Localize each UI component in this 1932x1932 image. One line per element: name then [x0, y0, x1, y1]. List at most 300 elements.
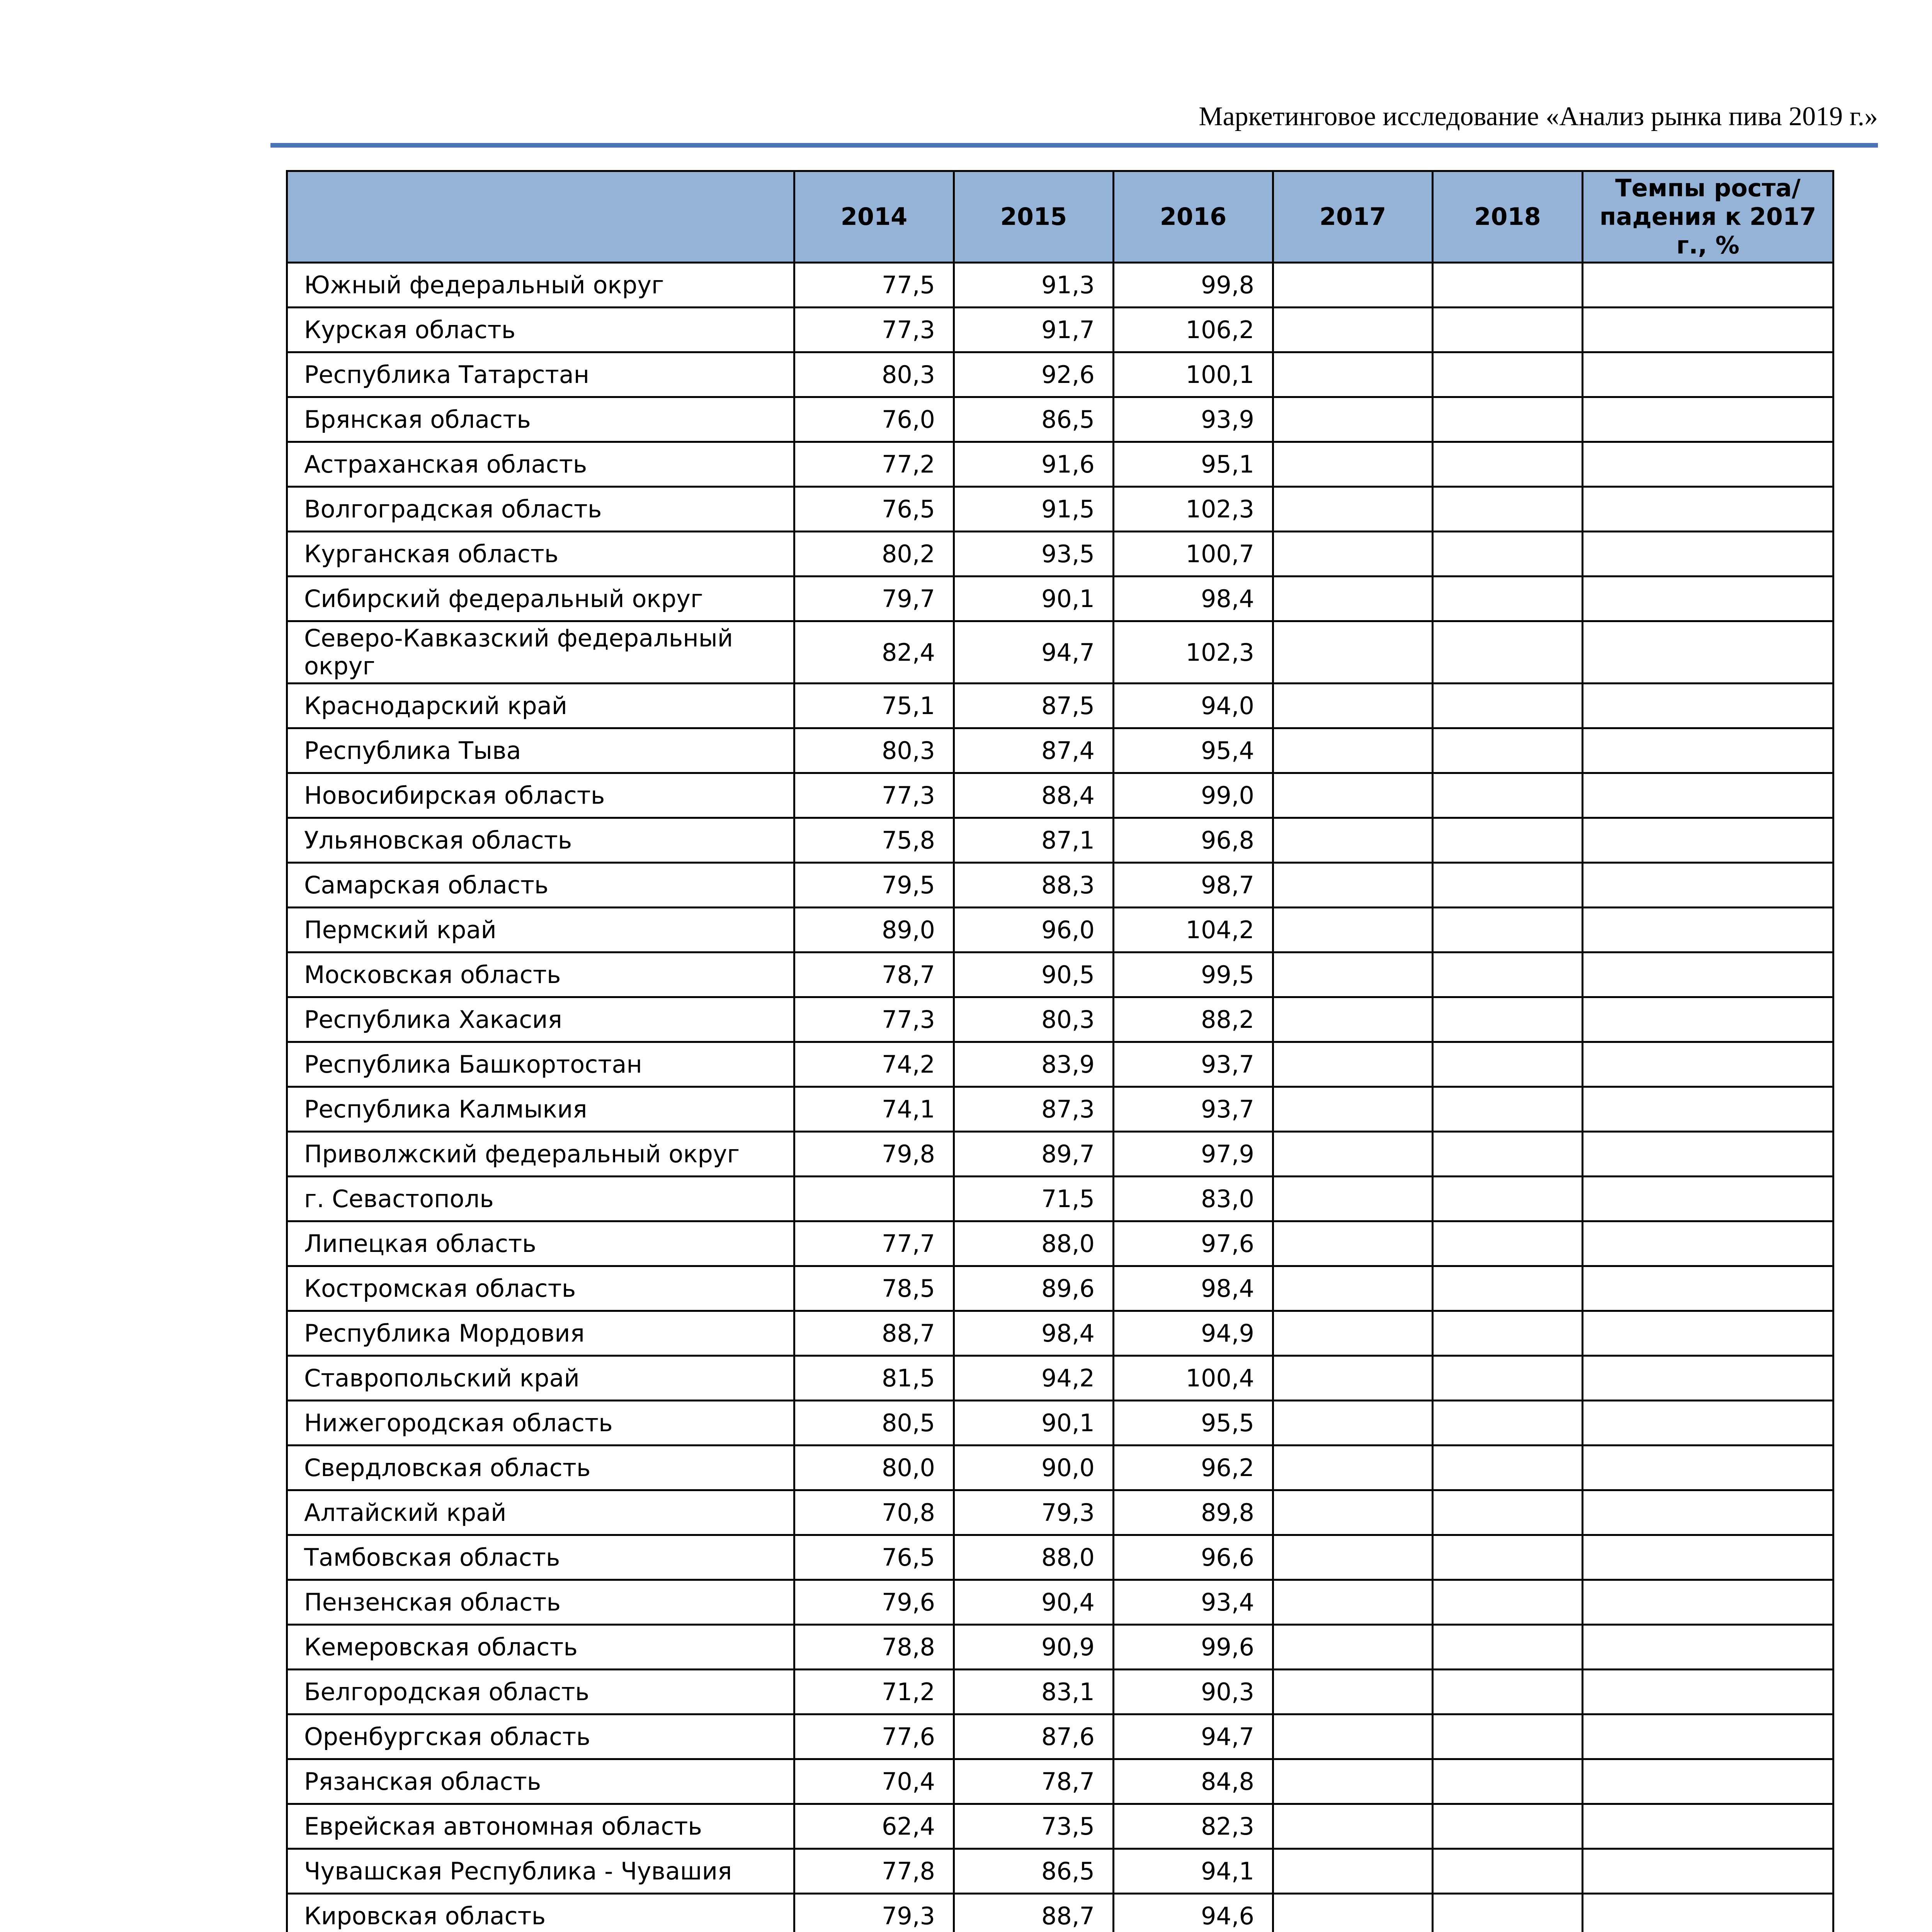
- table-row: [287, 1446, 1833, 1490]
- value-cell: [1583, 684, 1833, 728]
- value-cell: 98,4: [1114, 577, 1273, 621]
- table-row: [287, 263, 1833, 308]
- value-cell: [1273, 1894, 1433, 1932]
- value-cell: 79,6: [794, 1580, 954, 1625]
- value-cell: [1273, 997, 1433, 1042]
- region-name-cell: Кировская область: [287, 1894, 794, 1932]
- value-cell: 99,6: [1114, 1625, 1273, 1670]
- region-name-cell: Республика Калмыкия: [287, 1087, 794, 1132]
- table-row: [287, 997, 1833, 1042]
- column-header-region: [287, 171, 794, 263]
- region-name-cell: Южный федеральный округ: [287, 263, 794, 308]
- value-cell: [1273, 1535, 1433, 1580]
- value-cell: 87,3: [954, 1087, 1114, 1132]
- value-cell: 94,7: [954, 621, 1114, 684]
- region-name-cell: Республика Татарстан: [287, 352, 794, 397]
- value-cell: 71,2: [794, 1670, 954, 1714]
- value-cell: 100,7: [1114, 532, 1273, 577]
- value-cell: [1433, 1401, 1583, 1446]
- value-cell: [1433, 1849, 1583, 1894]
- value-cell: [1583, 728, 1833, 773]
- table-row: [287, 1759, 1833, 1804]
- value-cell: 94,9: [1114, 1311, 1273, 1356]
- value-cell: 88,3: [954, 863, 1114, 908]
- value-cell: 95,5: [1114, 1401, 1273, 1446]
- value-cell: [1433, 952, 1583, 997]
- region-name-cell: Пермский край: [287, 908, 794, 952]
- region-name-cell: Свердловская область: [287, 1446, 794, 1490]
- value-cell: 99,5: [1114, 952, 1273, 997]
- value-cell: [1273, 1490, 1433, 1535]
- table-row: [287, 818, 1833, 863]
- value-cell: 89,8: [1114, 1490, 1273, 1535]
- value-cell: [1433, 1804, 1583, 1849]
- value-cell: 86,5: [954, 1849, 1114, 1894]
- value-cell: 90,4: [954, 1580, 1114, 1625]
- value-cell: [1583, 952, 1833, 997]
- region-name-cell: Ульяновская область: [287, 818, 794, 863]
- value-cell: [1433, 1042, 1583, 1087]
- value-cell: [1583, 1177, 1833, 1221]
- region-name-cell: Костромская область: [287, 1266, 794, 1311]
- value-cell: 93,5: [954, 532, 1114, 577]
- table-row: [287, 1132, 1833, 1177]
- value-cell: 90,9: [954, 1625, 1114, 1670]
- value-cell: [1433, 1535, 1583, 1580]
- value-cell: 99,0: [1114, 773, 1273, 818]
- value-cell: 80,5: [794, 1401, 954, 1446]
- value-cell: [1433, 308, 1583, 352]
- value-cell: [1273, 908, 1433, 952]
- value-cell: [1583, 1221, 1833, 1266]
- region-name-cell: Нижегородская область: [287, 1401, 794, 1446]
- value-cell: [1583, 818, 1833, 863]
- value-cell: [1273, 1580, 1433, 1625]
- value-cell: [1273, 684, 1433, 728]
- value-cell: 88,4: [954, 773, 1114, 818]
- value-cell: 83,9: [954, 1042, 1114, 1087]
- value-cell: 86,5: [954, 397, 1114, 442]
- value-cell: [1273, 1804, 1433, 1849]
- value-cell: [1273, 397, 1433, 442]
- value-cell: 88,0: [954, 1221, 1114, 1266]
- value-cell: 70,4: [794, 1759, 954, 1804]
- value-cell: [1433, 908, 1583, 952]
- value-cell: [1273, 487, 1433, 532]
- value-cell: 79,3: [794, 1894, 954, 1932]
- value-cell: 80,0: [794, 1446, 954, 1490]
- table-row: [287, 442, 1833, 487]
- value-cell: [1583, 1401, 1833, 1446]
- region-name-cell: Белгородская область: [287, 1670, 794, 1714]
- value-cell: [1583, 1446, 1833, 1490]
- value-cell: 89,6: [954, 1266, 1114, 1311]
- value-cell: 79,5: [794, 863, 954, 908]
- value-cell: 78,5: [794, 1266, 954, 1311]
- table-row: [287, 908, 1833, 952]
- value-cell: [1273, 352, 1433, 397]
- value-cell: [1273, 1446, 1433, 1490]
- table-row: [287, 1670, 1833, 1714]
- value-cell: [1273, 1670, 1433, 1714]
- table-row: [287, 577, 1833, 621]
- value-cell: [1273, 1266, 1433, 1311]
- table-row: [287, 308, 1833, 352]
- table-row: [287, 728, 1833, 773]
- value-cell: [1583, 1714, 1833, 1759]
- region-name-cell: Республика Тыва: [287, 728, 794, 773]
- value-cell: 98,4: [954, 1311, 1114, 1356]
- region-name-cell: Кемеровская область: [287, 1625, 794, 1670]
- value-cell: 95,1: [1114, 442, 1273, 487]
- region-name-cell: Оренбургская область: [287, 1714, 794, 1759]
- value-cell: [1583, 1356, 1833, 1401]
- region-name-cell: Сибирский федеральный округ: [287, 577, 794, 621]
- value-cell: [1583, 621, 1833, 684]
- region-name-cell: Ставропольский край: [287, 1356, 794, 1401]
- table-row: [287, 1804, 1833, 1849]
- region-name-cell: Волгоградская область: [287, 487, 794, 532]
- value-cell: 71,5: [954, 1177, 1114, 1221]
- value-cell: [1583, 1490, 1833, 1535]
- value-cell: [1273, 1625, 1433, 1670]
- value-cell: 87,5: [954, 684, 1114, 728]
- value-cell: 90,0: [954, 1446, 1114, 1490]
- value-cell: [1433, 1670, 1583, 1714]
- column-header-3: 2016: [1114, 171, 1273, 263]
- value-cell: 88,2: [1114, 997, 1273, 1042]
- value-cell: 100,1: [1114, 352, 1273, 397]
- value-cell: [1433, 997, 1583, 1042]
- value-cell: [1273, 1042, 1433, 1087]
- value-cell: 70,8: [794, 1490, 954, 1535]
- value-cell: [1433, 532, 1583, 577]
- value-cell: 93,9: [1114, 397, 1273, 442]
- value-cell: 77,5: [794, 263, 954, 308]
- value-cell: [1273, 818, 1433, 863]
- region-name-cell: Республика Хакасия: [287, 997, 794, 1042]
- region-name-cell: Курганская область: [287, 532, 794, 577]
- value-cell: 77,2: [794, 442, 954, 487]
- value-cell: [1583, 1311, 1833, 1356]
- region-name-cell: Пензенская область: [287, 1580, 794, 1625]
- value-cell: 88,7: [794, 1311, 954, 1356]
- region-name-cell: Липецкая область: [287, 1221, 794, 1266]
- value-cell: [1583, 1625, 1833, 1670]
- value-cell: 74,2: [794, 1042, 954, 1087]
- value-cell: 87,1: [954, 818, 1114, 863]
- value-cell: [1433, 728, 1583, 773]
- value-cell: 96,6: [1114, 1535, 1273, 1580]
- value-cell: [1433, 1311, 1583, 1356]
- table-row: [287, 1580, 1833, 1625]
- value-cell: [1583, 773, 1833, 818]
- value-cell: [1433, 352, 1583, 397]
- table-row: [287, 621, 1833, 684]
- value-cell: 94,0: [1114, 684, 1273, 728]
- region-name-cell: Брянская область: [287, 397, 794, 442]
- value-cell: 82,4: [794, 621, 954, 684]
- region-name-cell: г. Севастополь: [287, 1177, 794, 1221]
- table-row: [287, 1535, 1833, 1580]
- value-cell: 94,1: [1114, 1849, 1273, 1894]
- value-cell: [1583, 487, 1833, 532]
- region-name-cell: Тамбовская область: [287, 1535, 794, 1580]
- value-cell: [1273, 577, 1433, 621]
- value-cell: [1433, 487, 1583, 532]
- value-cell: [1273, 1087, 1433, 1132]
- region-name-cell: Еврейская автономная область: [287, 1804, 794, 1849]
- value-cell: [1433, 1894, 1583, 1932]
- value-cell: 90,5: [954, 952, 1114, 997]
- value-cell: [1583, 1670, 1833, 1714]
- value-cell: [1273, 532, 1433, 577]
- value-cell: [1273, 1849, 1433, 1894]
- value-cell: 92,6: [954, 352, 1114, 397]
- region-name-cell: Алтайский край: [287, 1490, 794, 1535]
- table-row: [287, 1177, 1833, 1221]
- region-name-cell: Краснодарский край: [287, 684, 794, 728]
- value-cell: 84,8: [1114, 1759, 1273, 1804]
- value-cell: [1583, 1087, 1833, 1132]
- value-cell: 77,3: [794, 308, 954, 352]
- value-cell: 77,6: [794, 1714, 954, 1759]
- value-cell: 98,4: [1114, 1266, 1273, 1311]
- header-rule: [270, 143, 1878, 148]
- table-row: [287, 352, 1833, 397]
- value-cell: [1433, 1759, 1583, 1804]
- value-cell: 80,2: [794, 532, 954, 577]
- value-cell: [1583, 352, 1833, 397]
- value-cell: 104,2: [1114, 908, 1273, 952]
- value-cell: 96,8: [1114, 818, 1273, 863]
- value-cell: 96,2: [1114, 1446, 1273, 1490]
- table-row: [287, 397, 1833, 442]
- value-cell: [1273, 621, 1433, 684]
- value-cell: 88,7: [954, 1894, 1114, 1932]
- region-name-cell: Республика Мордовия: [287, 1311, 794, 1356]
- table-row: [287, 1894, 1833, 1932]
- region-name-cell: Новосибирская область: [287, 773, 794, 818]
- value-cell: [1273, 1356, 1433, 1401]
- value-cell: [1433, 1177, 1583, 1221]
- value-cell: 93,7: [1114, 1087, 1273, 1132]
- value-cell: [1583, 1849, 1833, 1894]
- value-cell: 102,3: [1114, 621, 1273, 684]
- value-cell: [1273, 1221, 1433, 1266]
- region-name-cell: Республика Башкортостан: [287, 1042, 794, 1087]
- value-cell: [1433, 1087, 1583, 1132]
- value-cell: 79,7: [794, 577, 954, 621]
- value-cell: 77,3: [794, 773, 954, 818]
- region-name-cell: Рязанская область: [287, 1759, 794, 1804]
- column-header-6: Темпы роста/падения к 2017 г., %: [1583, 171, 1833, 263]
- value-cell: [1583, 1535, 1833, 1580]
- value-cell: [1273, 863, 1433, 908]
- column-header-5: 2018: [1433, 171, 1583, 263]
- value-cell: 90,3: [1114, 1670, 1273, 1714]
- value-cell: 90,1: [954, 577, 1114, 621]
- value-cell: [1433, 1714, 1583, 1759]
- value-cell: 87,4: [954, 728, 1114, 773]
- value-cell: [1433, 1356, 1583, 1401]
- column-header-4: 2017: [1273, 171, 1433, 263]
- value-cell: [1433, 684, 1583, 728]
- value-cell: 106,2: [1114, 308, 1273, 352]
- value-cell: [1273, 1759, 1433, 1804]
- value-cell: [1273, 728, 1433, 773]
- value-cell: 75,1: [794, 684, 954, 728]
- table-row: [287, 1221, 1833, 1266]
- value-cell: [1433, 1625, 1583, 1670]
- region-name-cell: Курская область: [287, 308, 794, 352]
- value-cell: [1433, 1580, 1583, 1625]
- value-cell: 88,0: [954, 1535, 1114, 1580]
- value-cell: [1583, 863, 1833, 908]
- value-cell: 79,3: [954, 1490, 1114, 1535]
- value-cell: 98,7: [1114, 863, 1273, 908]
- value-cell: 83,0: [1114, 1177, 1273, 1221]
- table-row: [287, 1311, 1833, 1356]
- value-cell: [1273, 952, 1433, 997]
- region-name-cell: Московская область: [287, 952, 794, 997]
- value-cell: 62,4: [794, 1804, 954, 1849]
- value-cell: 77,7: [794, 1221, 954, 1266]
- region-name-cell: Астраханская область: [287, 442, 794, 487]
- table-row: [287, 1401, 1833, 1446]
- value-cell: 96,0: [954, 908, 1114, 952]
- value-cell: 77,3: [794, 997, 954, 1042]
- value-cell: [794, 1177, 954, 1221]
- value-cell: 97,6: [1114, 1221, 1273, 1266]
- value-cell: [1433, 621, 1583, 684]
- value-cell: [1583, 1266, 1833, 1311]
- value-cell: [1273, 773, 1433, 818]
- column-header-1: 2014: [794, 171, 954, 263]
- value-cell: [1583, 577, 1833, 621]
- value-cell: 73,5: [954, 1804, 1114, 1849]
- region-name-cell: Самарская область: [287, 863, 794, 908]
- value-cell: [1583, 1894, 1833, 1932]
- table-row: [287, 1042, 1833, 1087]
- table-row: [287, 952, 1833, 997]
- value-cell: 76,0: [794, 397, 954, 442]
- page-header-title: Маркетинговое исследование «Анализ рынка пива 2019 г.»: [1199, 102, 1878, 131]
- value-cell: 89,7: [954, 1132, 1114, 1177]
- value-cell: [1433, 863, 1583, 908]
- value-cell: 93,4: [1114, 1580, 1273, 1625]
- value-cell: 99,8: [1114, 263, 1273, 308]
- value-cell: [1583, 1759, 1833, 1804]
- value-cell: [1583, 1042, 1833, 1087]
- beer-price-table: [286, 170, 1834, 1932]
- value-cell: 76,5: [794, 487, 954, 532]
- value-cell: [1433, 1132, 1583, 1177]
- value-cell: 89,0: [794, 908, 954, 952]
- value-cell: [1583, 1804, 1833, 1849]
- table-row: [287, 1490, 1833, 1535]
- value-cell: [1583, 1132, 1833, 1177]
- value-cell: 80,3: [794, 352, 954, 397]
- value-cell: 80,3: [954, 997, 1114, 1042]
- region-name-cell: Приволжский федеральный округ: [287, 1132, 794, 1177]
- value-cell: 75,8: [794, 818, 954, 863]
- value-cell: 78,7: [794, 952, 954, 997]
- value-cell: [1273, 1132, 1433, 1177]
- value-cell: [1433, 577, 1583, 621]
- value-cell: [1433, 1221, 1583, 1266]
- value-cell: 81,5: [794, 1356, 954, 1401]
- value-cell: [1583, 308, 1833, 352]
- value-cell: 79,8: [794, 1132, 954, 1177]
- column-header-2: 2015: [954, 171, 1114, 263]
- value-cell: [1433, 1490, 1583, 1535]
- table-row: [287, 773, 1833, 818]
- value-cell: 91,7: [954, 308, 1114, 352]
- value-cell: [1583, 1580, 1833, 1625]
- region-name-cell: Северо-Кавказский федеральный округ: [287, 621, 794, 684]
- value-cell: [1433, 263, 1583, 308]
- table-row: [287, 1266, 1833, 1311]
- value-cell: 94,2: [954, 1356, 1114, 1401]
- table-row: [287, 684, 1833, 728]
- value-cell: 78,8: [794, 1625, 954, 1670]
- value-cell: [1433, 397, 1583, 442]
- value-cell: 74,1: [794, 1087, 954, 1132]
- value-cell: [1583, 263, 1833, 308]
- value-cell: 82,3: [1114, 1804, 1273, 1849]
- value-cell: [1583, 442, 1833, 487]
- value-cell: [1273, 263, 1433, 308]
- value-cell: 100,4: [1114, 1356, 1273, 1401]
- value-cell: 90,1: [954, 1401, 1114, 1446]
- value-cell: [1583, 532, 1833, 577]
- region-name-cell: Чувашская Республика - Чувашия: [287, 1849, 794, 1894]
- value-cell: 93,7: [1114, 1042, 1273, 1087]
- table-row: [287, 1356, 1833, 1401]
- value-cell: [1273, 308, 1433, 352]
- value-cell: 80,3: [794, 728, 954, 773]
- value-cell: 94,7: [1114, 1714, 1273, 1759]
- value-cell: [1433, 1266, 1583, 1311]
- value-cell: [1583, 997, 1833, 1042]
- value-cell: 91,3: [954, 263, 1114, 308]
- value-cell: [1273, 1311, 1433, 1356]
- value-cell: 91,6: [954, 442, 1114, 487]
- value-cell: [1273, 442, 1433, 487]
- value-cell: [1433, 442, 1583, 487]
- table-body: [287, 263, 1833, 1932]
- value-cell: [1583, 908, 1833, 952]
- value-cell: 91,5: [954, 487, 1114, 532]
- value-cell: [1433, 818, 1583, 863]
- value-cell: 83,1: [954, 1670, 1114, 1714]
- value-cell: [1273, 1714, 1433, 1759]
- value-cell: 95,4: [1114, 728, 1273, 773]
- value-cell: 78,7: [954, 1759, 1114, 1804]
- table-row: [287, 1087, 1833, 1132]
- value-cell: [1273, 1177, 1433, 1221]
- value-cell: [1583, 397, 1833, 442]
- table-row: [287, 1625, 1833, 1670]
- table-row: [287, 863, 1833, 908]
- value-cell: 87,6: [954, 1714, 1114, 1759]
- table-row: [287, 532, 1833, 577]
- table-header-row: [287, 171, 1833, 263]
- table-row: [287, 1849, 1833, 1894]
- value-cell: [1433, 1446, 1583, 1490]
- value-cell: [1273, 1401, 1433, 1446]
